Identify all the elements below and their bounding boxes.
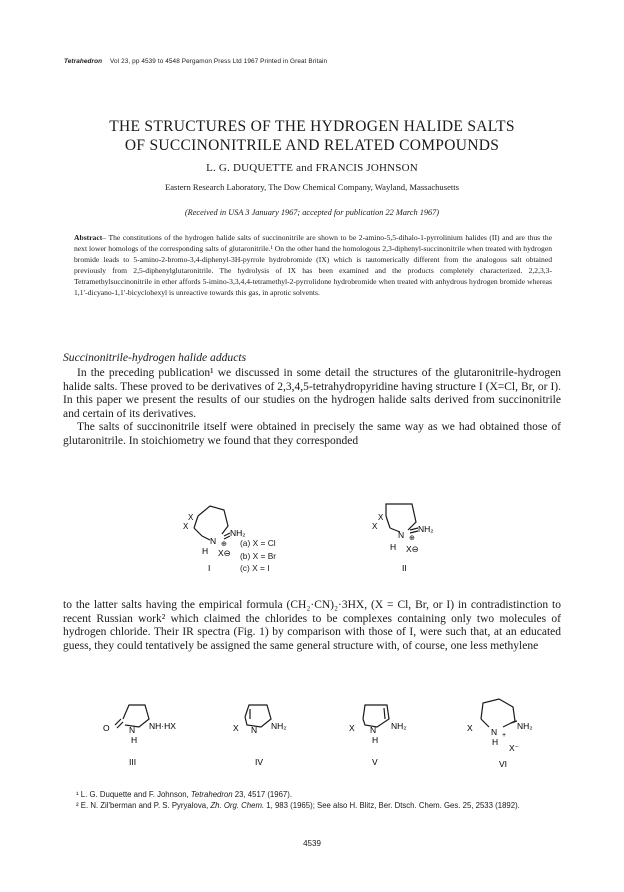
structures-row-2 — [85, 697, 565, 787]
structure-V-label: V — [372, 757, 378, 767]
structure-I-ring — [194, 506, 230, 540]
structure-VI-sub: NH₂ — [517, 721, 533, 731]
legend-item: (b) X = Br — [240, 550, 277, 561]
paragraph-2: The salts of succinonitrile itself were obtained in precisely the same way as we had obtained those of glutaronitrile. In stoichiometry we found that they corresponded — [63, 421, 561, 447]
paragraph-3: to the latter salts having the empirical formula (CH₂·CN)₂·3HX, (X = Cl, Br, or I) in contradistinction to recent Russian work² which claimed the chlorides to be complexes containing only two molecules of hydrogen chloride. Their IR spectra (Fig. 1) by comparison with those of I, were such that, at an educated guess, they could tentatively be assigned the same general structure with, of course, one less methylene — [63, 599, 561, 652]
footnotes — [76, 789, 562, 811]
abstract-label: Abstract — [74, 233, 103, 242]
structure-III-n: N — [129, 725, 136, 735]
structure-V-sub: NH₂ — [391, 721, 407, 731]
paper-title-line-2: OF SUCCINONITRILE AND RELATED COMPOUNDS — [124, 137, 500, 154]
substituent-legend — [240, 537, 276, 575]
structure-III-sub: NH·HX — [149, 721, 176, 731]
structure-V-ring — [363, 705, 389, 727]
footnote — [76, 789, 562, 800]
structure-VI-ring — [481, 699, 517, 727]
journal-name: Tetrahedron — [64, 58, 103, 65]
structure-IV-x: X — [233, 723, 239, 733]
structure-V-x: X — [349, 723, 355, 733]
running-head — [64, 58, 327, 65]
structure-IV-label: IV — [255, 757, 264, 767]
structure-I-n: N — [210, 536, 217, 546]
structure-III-h: H — [131, 735, 138, 745]
structure-I-nh2: NH₂ — [230, 528, 246, 538]
structure-diagram-I-II — [150, 496, 510, 586]
structure-II-plus: ⊕ — [409, 535, 415, 542]
footnote-text: E. N. Zil'berman and P. S. Pyryalova, — [80, 801, 211, 810]
structure-IV-ring — [245, 705, 271, 727]
section-heading: Succinonitrile-hydrogen halide adducts — [63, 351, 247, 364]
structure-I-x1: X — [188, 513, 194, 522]
structure-VI-plus: + — [502, 732, 507, 739]
structure-III-o: O — [103, 723, 110, 733]
legend-item: (a) X = Cl — [240, 538, 276, 548]
structure-diagram-III-VI — [85, 697, 565, 787]
footnote-rest: 23, 4517 (1967). — [232, 790, 293, 799]
citation-line: Vol 23, pp 4539 to 4548 Pergamon Press Ltd 1967 Printed in Great Britain — [110, 58, 328, 65]
structure-I-anion: X⊖ — [218, 548, 231, 558]
paper-title-line-1: THE STRUCTURES OF THE HYDROGEN HALIDE SALTS — [109, 118, 515, 135]
structure-VI-anion: X⁻ — [509, 743, 520, 753]
structure-II-anion: X⊖ — [406, 544, 419, 554]
structure-IV-n: N — [251, 725, 258, 735]
footnote-journal: Zh. Org. Chem. — [210, 801, 265, 810]
structure-III-label: III — [129, 757, 137, 767]
structure-VI-n: N — [491, 727, 498, 737]
structure-II-n: N — [398, 530, 405, 540]
structure-VI-x: X — [467, 723, 473, 733]
structure-I-plus: ⊕ — [221, 541, 227, 548]
author-line: L. G. DUQUETTE and FRANCIS JOHNSON — [206, 162, 418, 174]
structure-II-x2: X — [372, 522, 378, 531]
footnote-text: L. G. Duquette and F. Johnson, — [80, 790, 191, 799]
structure-I-h: H — [202, 546, 209, 556]
structure-IV-sub: NH₂ — [271, 721, 287, 731]
structure-V-h: H — [372, 735, 379, 745]
structures-row-1 — [150, 496, 510, 586]
footnote-journal: Tetrahedron — [190, 790, 233, 799]
structure-VI-h: H — [492, 737, 499, 747]
footnote-rest: 1, 983 (1965); See also H. Blitz, Ber. Dtsch. Chem. Ges. 25, 2533 (1892). — [264, 801, 520, 810]
structure-II-h: H — [390, 542, 397, 552]
footnote-mark: ² — [76, 801, 79, 810]
legend-item: (c) X = I — [240, 563, 270, 574]
structure-I-x2: X — [183, 522, 189, 531]
received-dates: (Received in USA 3 January 1967; accepted for publication 22 March 1967) — [184, 208, 440, 217]
page-number: 4539 — [303, 839, 321, 848]
structure-II-label: II — [402, 563, 407, 573]
structure-II-nh2: NH₂ — [418, 524, 434, 534]
structure-II-x1: X — [378, 513, 384, 522]
structure-V-n: N — [370, 725, 377, 735]
body-text-1 — [63, 367, 561, 449]
abstract — [74, 232, 552, 299]
structure-I-label: I — [208, 563, 211, 573]
structure-VI-label: VI — [499, 759, 508, 769]
paragraph-1: In the preceding publication¹ we discussed in some detail the structures of the glutaronitrile-hydrogen halide salts. These proved to be derivatives of 2,3,4,5-tetrahydropyridine having structure I (X=Cl, Br, or I). In this paper we present the results of our studies on the hydrogen halide salts derived from succinonitrile and certain of its derivatives. — [63, 367, 561, 420]
footnote-mark: ¹ — [76, 790, 79, 799]
abstract-text: – The constitutions of the hydrogen halide salts of succinonitrile are shown to be 2-amino-5,5-dihalo-1-pyrrolinium halides (II) and are thus the next lower homologs of the corresponding salts of glutaronitrile.¹ On the other hand the homologous 2,3-diphenyl-succinonitrile when treated with hydrogen bromide leads to 5-amino-2-bromo-3,4-diphenyl-3H-pyrrole hydrobromide (IX) which is tautomerically different from the analogous salt obtained previously from 2,5-diphenylglutaronitrile. The hydrolysis of IX has been examined and the products completely characterized. 2,2,3,3-Tetramethylsuccinonitrile in ether affords 5-imino-3,3,4,4-tetramethyl-2-pyrrolidone hydrobromide when treated with anhydrous hydrogen bromide whereas 1,1′-dicyano-1,1′-bicyclohexyl is unreactive towards this gas, in aprotic solvents. — [74, 233, 552, 298]
structure-II-ring — [386, 504, 418, 533]
body-text-2 — [63, 599, 561, 653]
footnote — [76, 800, 562, 811]
affiliation: Eastern Research Laboratory, The Dow Chemical Company, Wayland, Massachusetts — [164, 182, 460, 192]
